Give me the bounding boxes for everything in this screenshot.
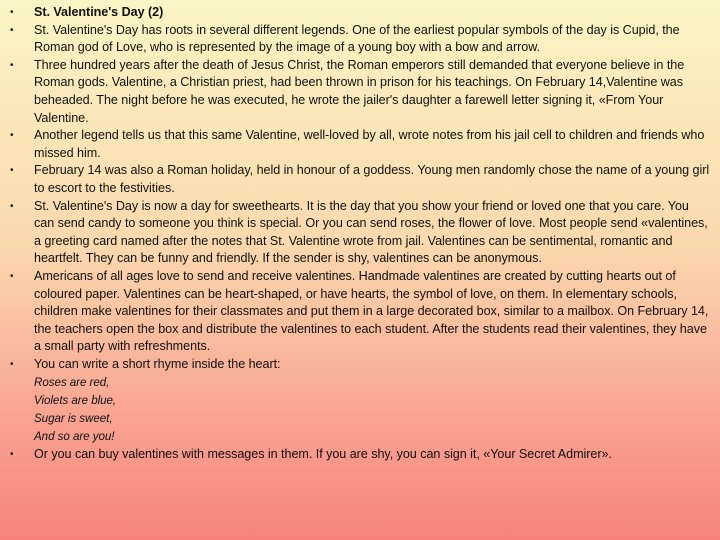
paragraph-text: February 14 was also a Roman holiday, held in honour of a goddess. Young men randomly chose the name of a young girl to escort to the festivities. <box>34 163 710 195</box>
poem <box>34 374 710 446</box>
list-item <box>10 446 710 464</box>
list-item <box>10 356 710 447</box>
list-item <box>10 268 710 356</box>
bullet-icon: • <box>10 165 14 177</box>
bullet-icon: • <box>10 449 14 461</box>
bullet-icon: • <box>10 270 14 282</box>
bullet-icon: • <box>10 200 14 212</box>
bullet-list <box>10 4 710 464</box>
poem-line: Sugar is sweet, <box>34 412 113 426</box>
bullet-icon: • <box>10 130 14 142</box>
paragraph-text: St. Valentine's Day has roots in several different legends. One of the earliest popular symbols of the day is Cupid, the Roman god of Love, who is represented by the image of a young boy with a bow and arrow. <box>34 22 680 55</box>
bullet-icon: • <box>10 24 14 36</box>
bullet-icon: • <box>10 7 14 18</box>
list-item <box>10 162 710 197</box>
poem-line: Roses are red, <box>34 376 110 390</box>
slide-title: St. Valentine's Day (2) <box>34 5 164 19</box>
bullet-icon: • <box>10 59 14 71</box>
paragraph-text: You can write a short rhyme inside the heart: <box>34 356 281 371</box>
poem-line: And so are you! <box>34 430 115 444</box>
paragraph-text: Three hundred years after the death of Jesus Christ, the Roman emperors still demanded that everyone believe in the Roman gods. Valentine, a Christian priest, had been thrown in prison for his teachings. On February 14,Valentine was beheaded. The night before he was executed, he wrote the jailer's daughter a farewell letter signing it, «From Your Valentine. <box>34 57 685 125</box>
paragraph-text: Americans of all ages love to send and receive valentines. Handmade valentines are created by cutting hearts out of coloured paper. Valentines can be heart-shaped, or have hearts, the symbol of love, on them. In elementary schools, children make valentines for their classmates and put them in a large decorated box, similar to a mailbox. On February 14, the teachers open the box and distribute the valentines to each student. After the students read their valentines, they have a small party with refreshments. <box>34 268 709 354</box>
list-item <box>10 22 710 57</box>
list-item <box>10 198 710 268</box>
title-item <box>10 4 710 22</box>
list-item <box>10 127 710 162</box>
paragraph-text: Or you can buy valentines with messages in them. If you are shy, you can sign it, «Your Secret Admirer». <box>34 447 612 462</box>
bullet-icon: • <box>10 358 14 370</box>
poem-line: Violets are blue, <box>34 394 117 408</box>
list-item <box>10 57 710 127</box>
paragraph-text: St. Valentine's Day is now a day for sweethearts. It is the day that you show your friend or loved one that you care. You can send candy to someone you think is special. Or you can send roses, the flower of love. Most people send «valentines, a greeting card named after the notes that St. Valentine wrote from jail. Valentines can be sentimental, romantic and heartfelt. They can be funny and friendly. If the sender is shy, valentines can be anonymous. <box>34 198 708 266</box>
paragraph-text: Another legend tells us that this same Valentine, well-loved by all, wrote notes from his jail cell to children and friends who missed him. <box>34 128 705 160</box>
